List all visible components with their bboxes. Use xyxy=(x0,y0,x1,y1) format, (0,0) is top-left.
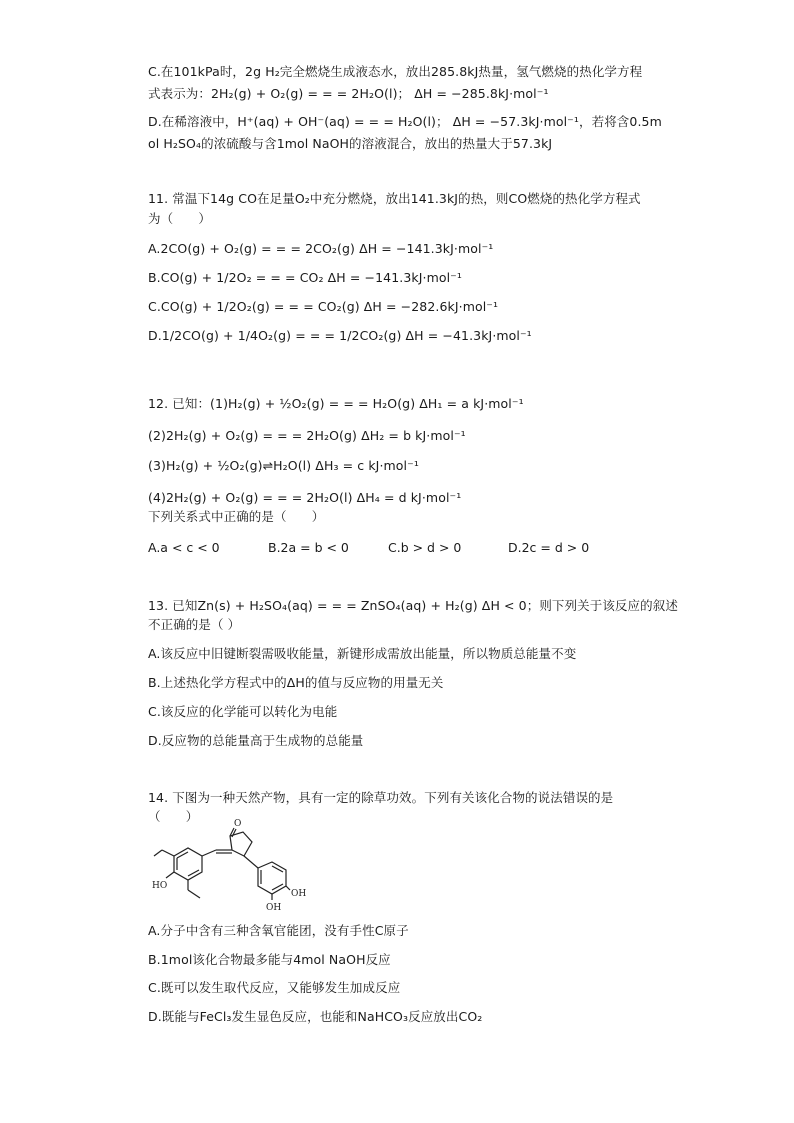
q12-equation-2: (2)2H₂(g) + O₂(g) = = = 2H₂O(g) ΔH₂ = b kJ·mol⁻¹ xyxy=(148,428,466,443)
label-ho: HO xyxy=(152,881,168,891)
q14-option-b: B.1mol该化合物最多能与4mol NaOH反应 xyxy=(148,952,391,967)
q10-option-d-line2: ol H₂SO₄的浓硫酸与含1mol NaOH的溶液混合，放出的热量大于57.3kJ xyxy=(148,136,553,151)
structure-bonds xyxy=(154,828,290,900)
q14-option-c: C.既可以发生取代反应，又能够发生加成反应 xyxy=(148,980,401,995)
q12-equation-1: 12. 已知：(1)H₂(g) + ½O₂(g) = = = H₂O(g) ΔH₁ = a kJ·mol⁻¹ xyxy=(148,396,524,411)
q13-option-c: C.该反应的化学能可以转化为电能 xyxy=(148,704,338,719)
q12-equation-4: (4)2H₂(g) + O₂(g) = = = 2H₂O(l) ΔH₄ = d kJ·mol⁻¹ xyxy=(148,490,462,505)
q11-option-d: D.1/2CO(g) + 1/4O₂(g) = = = 1/2CO₂(g) ΔH = −41.3kJ·mol⁻¹ xyxy=(148,328,532,343)
q12-question: 下列关系式中正确的是（ ） xyxy=(148,509,325,524)
label-oh-bottom: OH xyxy=(266,903,282,913)
compound-structure-image xyxy=(148,819,307,913)
q10-option-d-line1: D.在稀溶液中，H⁺(aq) + OH⁻(aq) = = = H₂O(l)； ΔH = −57.3kJ·mol⁻¹，若将含0.5m xyxy=(148,114,662,129)
q13-option-d: D.反应物的总能量高于生成物的总能量 xyxy=(148,733,364,748)
q11-stem-line2: 为（ ） xyxy=(148,211,212,226)
q14-stem-line2: （ ） xyxy=(148,809,199,824)
q13-stem-line1: 13. 已知Zn(s) + H₂SO₄(aq) = = = ZnSO₄(aq) + H₂(g) ΔH < 0；则下列关于该反应的叙述 xyxy=(148,598,678,613)
q12-option-b: B.2a = b < 0 xyxy=(268,540,349,555)
label-carbonyl-o: O xyxy=(234,819,242,829)
q12-option-d: D.2c = d > 0 xyxy=(508,540,590,555)
q11-option-a: A.2CO(g) + O₂(g) = = = 2CO₂(g) ΔH = −141.3kJ·mol⁻¹ xyxy=(148,241,494,256)
q10-option-c-line2: 式表示为：2H₂(g) + O₂(g) = = = 2H₂O(l)； ΔH = −285.8kJ·mol⁻¹ xyxy=(148,86,549,101)
q13-stem-line2: 不正确的是（ ） xyxy=(148,617,241,632)
q10-option-c-line1: C.在101kPa时，2g H₂完全燃烧生成液态水，放出285.8kJ热量，氢气燃烧的热化学方程 xyxy=(148,64,643,79)
q11-stem-line1: 11. 常温下14g CO在足量O₂中充分燃烧，放出141.3kJ的热，则CO燃烧的热化学方程式 xyxy=(148,191,641,206)
q13-option-b: B.上述热化学方程式中的ΔH的值与反应物的用量无关 xyxy=(148,675,444,690)
q11-option-b: B.CO(g) + 1/2O₂ = = = CO₂ ΔH = −141.3kJ·mol⁻¹ xyxy=(148,270,462,285)
label-oh-right: OH xyxy=(291,889,307,899)
q14-option-a: A.分子中含有三种含氧官能团，没有手性C原子 xyxy=(148,923,409,938)
q14-option-d: D.既能与FeCl₃发生显色反应，也能和NaHCO₃反应放出CO₂ xyxy=(148,1009,483,1024)
q14-stem-line1: 14. 下图为一种天然产物，具有一定的除草功效。下列有关该化合物的说法错误的是 xyxy=(148,790,614,805)
q12-option-c: C.b > d > 0 xyxy=(388,540,462,555)
q11-option-c: C.CO(g) + 1/2O₂(g) = = = CO₂(g) ΔH = −282.6kJ·mol⁻¹ xyxy=(148,299,499,314)
q13-option-a: A.该反应中旧键断裂需吸收能量，新键形成需放出能量，所以物质总能量不变 xyxy=(148,646,577,661)
q12-equation-3: (3)H₂(g) + ½O₂(g)⇌H₂O(l) ΔH₃ = c kJ·mol⁻¹ xyxy=(148,458,419,473)
q12-options-row xyxy=(148,540,668,556)
q12-option-a: A.a < c < 0 xyxy=(148,540,220,555)
